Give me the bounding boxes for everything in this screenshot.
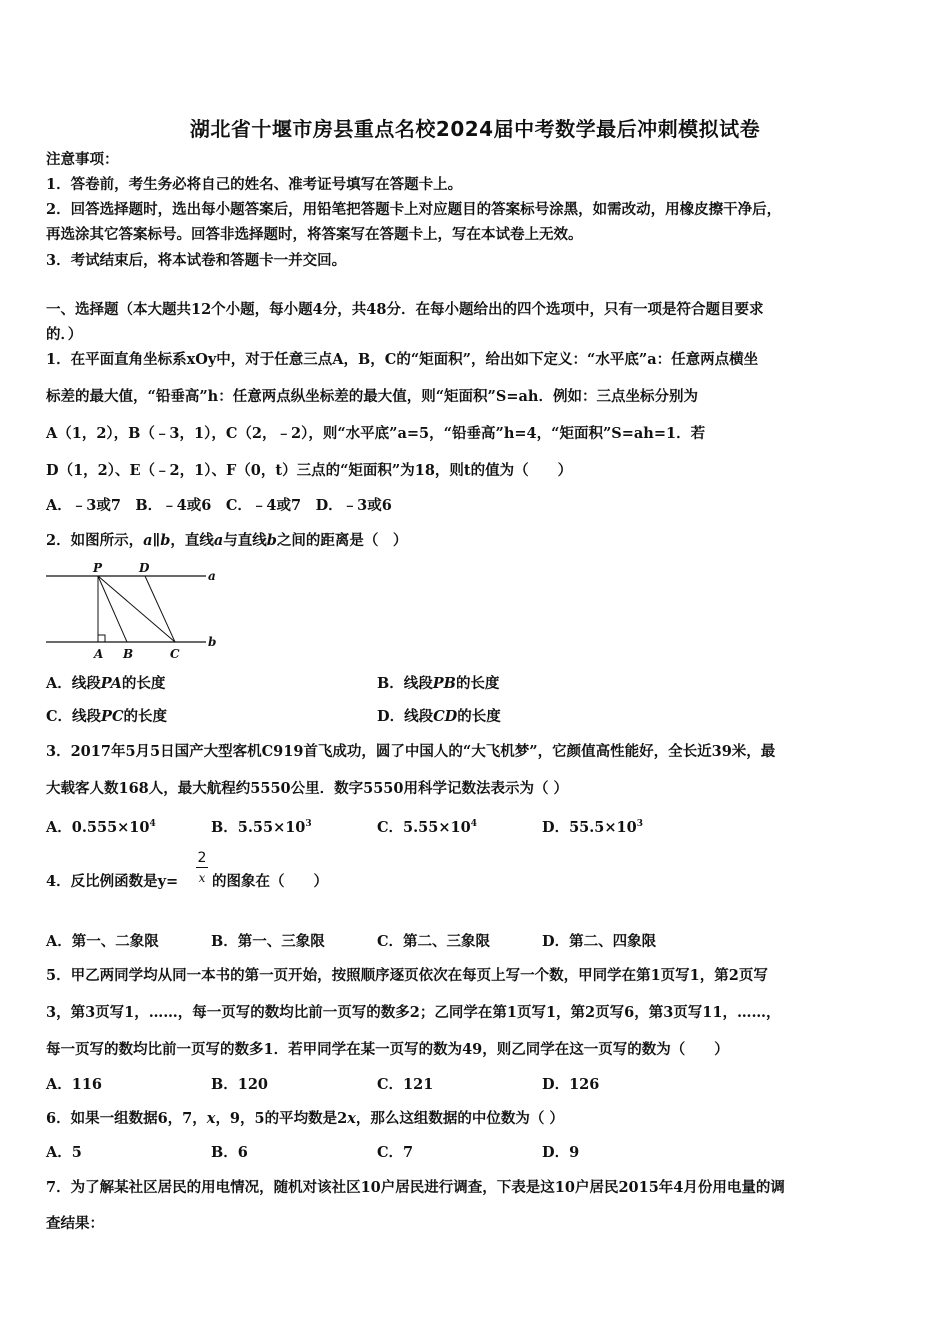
q2-optA-pre: A．线段 [46, 675, 101, 692]
q5-option-d: D．126 [542, 1076, 600, 1093]
q5-line-2: 3，第3页写1，……，每一页写的数均比前一页写的数多2；乙同学在第1页写1，第2页写6，第3页写11，……， [46, 1004, 781, 1021]
section-heading: 一、选择题（本大题共12个小题，每小题4分，共48分．在每小题给出的四个选项中，只有一项是符合题目要求 [46, 301, 764, 318]
notice-item-2a: 2．回答选择题时，选出每小题答案后，用铅笔把答题卡上对应题目的答案标号涂黑，如需改动，用橡皮擦干净后， [46, 201, 782, 218]
label-P: P [93, 561, 103, 575]
q2-option-d [377, 707, 501, 727]
q4-option-b: B．第一、三象限 [211, 933, 325, 950]
q2-stem [46, 531, 910, 551]
q2-optD-var: CD [433, 708, 458, 725]
q4-fraction-bar [196, 867, 208, 868]
notice-heading: 注意事项： [46, 151, 119, 168]
q6-option-b: B．6 [211, 1144, 248, 1161]
q1-line-4: D（1，2）、E（﹣2，1）、F（0，t）三点的“矩面积”为18，则t的值为（ ） [46, 462, 573, 479]
q3-option-a [46, 814, 156, 838]
q7-line-2: 查结果： [46, 1215, 104, 1232]
q1-line-1: 1．在平面直角坐标系xOy中，对于任意三点A，B，C的“矩面积”，给出如下定义：“水平底”a：任意两点横坐 [46, 351, 759, 368]
q3-line-2: 大载客人数168人，最大航程约5550公里．数字5550用科学记数法表示为（ ） [46, 780, 569, 797]
label-D: D [139, 561, 150, 575]
q1-options: A．﹣3或7 B．﹣4或6 C．﹣4或7 D．﹣3或6 [46, 497, 392, 514]
q2-optC-post: 的长度 [123, 708, 167, 725]
label-line-b: b [208, 635, 217, 649]
q4-fraction [196, 850, 208, 886]
q3-optD-exp: 3 [636, 819, 643, 829]
notice-item-2b: 再选涂其它答案标号。回答非选择题时，将答案写在答题卡上，写在本试卷上无效。 [46, 226, 583, 243]
q3-optD-text: D．55.5×10 [542, 819, 637, 836]
q2-stem-mid1: ，直线 [170, 532, 214, 549]
q2-optB-post: 的长度 [455, 675, 500, 692]
q2-var-b: b [160, 532, 171, 549]
right-angle-mark [98, 635, 105, 642]
q2-option-b [377, 674, 499, 694]
q4-option-a: A．第一、二象限 [46, 933, 159, 950]
q3-option-d [542, 814, 643, 838]
q2-optD-pre: D．线段 [377, 708, 434, 725]
q2-optC-var: PC [101, 708, 124, 725]
q3-line-1: 3．2017年5月5日国产大型客机C919首飞成功，圆了中国人的“大飞机梦”，它颜值高性能好，全长近39米，最 [46, 743, 776, 760]
q6-option-c: C．7 [377, 1144, 414, 1161]
q3-optB-exp: 3 [305, 819, 312, 829]
q3-optA-text: A．0.555×10 [46, 819, 150, 836]
q2-parallel-lines-figure [40, 556, 230, 666]
q2-option-a [46, 674, 165, 694]
q5-line-1: 5．甲乙两同学均从同一本书的第一页开始，按照顺序逐页依次在每页上写一个数，甲同学在第1页写1，第2页写 [46, 967, 768, 984]
q1-line-3: A（1，2），B（﹣3，1），C（2，﹣2），则“水平底”a=5，“铅垂高”h=4，“矩面积”S=ah=1．若 [46, 425, 706, 442]
q6-stem [46, 1109, 910, 1129]
q7-line-1: 7．为了解某社区居民的用电情况，随机对该社区10户居民进行调查，下表是这10户居民2015年4月份用电量的调 [46, 1179, 785, 1196]
page-title: 湖北省十堰市房县重点名校2024届中考数学最后冲刺模拟试卷 [189, 117, 761, 141]
q4-option-d: D．第二、四象限 [542, 933, 657, 950]
q5-option-a: A．116 [46, 1076, 103, 1093]
q4-stem-post: 的图象在（ ） [212, 873, 328, 890]
q2-var-a: a [143, 532, 153, 549]
q3-option-c [377, 814, 477, 838]
q2-optA-post: 的长度 [121, 675, 166, 692]
segment-PC [98, 576, 175, 642]
q3-option-b [211, 814, 312, 838]
q6-stem-mid: ，9，5的平均数是2 [215, 1110, 348, 1127]
q3-optC-exp: 4 [470, 819, 477, 829]
q2-stem-mid2: 与直线 [223, 532, 267, 549]
segment-CD [145, 576, 175, 642]
q5-line-3: 每一页写的数均比前一页写的数多1．若甲同学在某一页写的数为49，则乙同学在这一页写的数为（ ） [46, 1041, 729, 1058]
q2-var-b-2: b [266, 532, 277, 549]
q6-stem-pre: 6．如果一组数据6，7， [46, 1110, 207, 1127]
q6-option-a: A．5 [46, 1144, 82, 1161]
notice-item-1: 1．答卷前，考生务必将自己的姓名、准考证号填写在答题卡上。 [46, 176, 463, 193]
q5-option-b: B．120 [211, 1076, 269, 1093]
q6-var-x-2: x [347, 1110, 356, 1127]
q6-option-d: D．9 [542, 1144, 580, 1161]
q2-optC-pre: C．线段 [46, 708, 102, 725]
q2-optD-post: 的长度 [457, 708, 501, 725]
segment-PB [98, 576, 127, 642]
q6-stem-post: ，那么这组数据的中位数为（ ） [355, 1110, 564, 1127]
q2-optB-pre: B．线段 [377, 675, 433, 692]
section-heading-cont: 的．） [46, 326, 83, 343]
q4-fraction-denominator: x [198, 871, 206, 885]
q1-line-2: 标差的最大值，“铅垂高”h：任意两点纵坐标差的最大值，则“矩面积”S=ah．例如：三点坐标分别为 [46, 388, 698, 405]
q2-option-c [46, 707, 167, 727]
q4-option-c: C．第二、三象限 [377, 933, 491, 950]
label-C: C [170, 647, 180, 661]
q4-stem-pre: 4．反比例函数是y= [46, 873, 179, 890]
notice-item-3: 3．考试结束后，将本试卷和答题卡一并交回。 [46, 252, 347, 269]
q4-fraction-numerator: 2 [197, 850, 207, 866]
q2-var-a-2: a [213, 532, 224, 549]
q2-optB-var: PB [432, 675, 456, 692]
q2-parallel-symbol: ∥ [152, 532, 161, 549]
label-line-a: a [208, 569, 216, 583]
q5-option-c: C．121 [377, 1076, 434, 1093]
q2-optA-var: PA [100, 675, 122, 692]
q3-optC-text: C．5.55×10 [377, 819, 471, 836]
q3-optA-exp: 4 [149, 819, 156, 829]
label-B: B [123, 647, 134, 661]
q2-stem-post: 之间的距离是（ ） [276, 532, 408, 549]
label-A: A [94, 647, 104, 661]
q2-stem-pre: 2．如图所示， [46, 532, 144, 549]
q3-optB-text: B．5.55×10 [211, 819, 306, 836]
q6-var-x: x [206, 1110, 216, 1127]
